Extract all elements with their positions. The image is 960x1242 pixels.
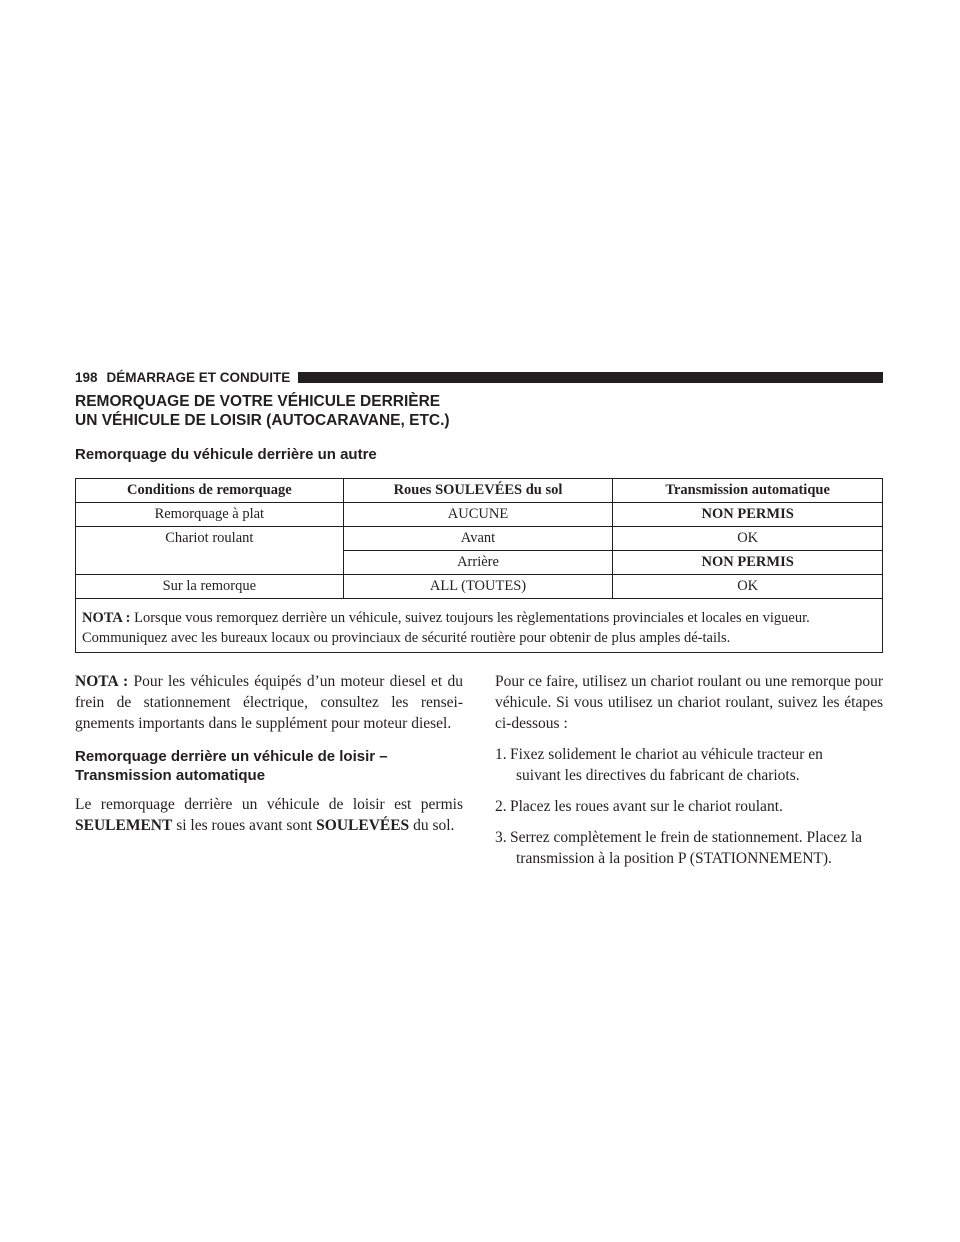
step-line: Fixez solidement le chariot au véhicule tracteur en: [510, 746, 823, 763]
table-cell: OK: [613, 575, 883, 599]
main-title-line-1: REMORQUAGE DE VOTRE VÉHICULE DERRIÈRE: [75, 393, 441, 410]
note-text: Lorsque vous remorquez derrière un véhicule, suivez toujours les règlementations provinciales et locales en vigueur. Communiquez avec les bureaux locaux ou provinciaux de sécurité routière pour obtenir de plus amples dé-tails.: [82, 610, 810, 646]
header-cell: Conditions de remorquage: [76, 479, 344, 503]
table-cell: NON PERMIS: [613, 551, 883, 575]
section-title-line-2: Transmission automatique: [75, 767, 266, 784]
table-cell: Remorquage à plat: [76, 503, 344, 527]
step-text: [510, 744, 883, 786]
header-cell: Transmission automatique: [613, 479, 883, 503]
section-title: [75, 747, 463, 785]
towing-table: [75, 478, 883, 653]
para-text: du sol.: [413, 817, 455, 834]
list-item: [495, 744, 883, 786]
section-name: DÉMARRAGE ET CONDUITE: [106, 369, 291, 385]
table-note-row: [76, 599, 883, 653]
nota-text: Pour les véhicules équipés d’un moteur diesel et du frein de stationnement électrique, consultez les rensei-gnements importants dans le supplément pour moteur diesel.: [75, 673, 463, 732]
main-title: [75, 392, 883, 430]
step-line: suivant les directives du fabricant de chariots.: [516, 767, 800, 784]
step-number: 3.: [495, 829, 507, 846]
step-line: transmission à la position P (STATIONNEMENT).: [516, 850, 832, 867]
main-title-line-2: UN VÉHICULE DE LOISIR (AUTOCARAVANE, ETC.): [75, 412, 450, 429]
page-number: 198: [75, 369, 98, 385]
para-bold-text: SEULEMENT: [75, 817, 173, 834]
para-text: si les roues avant sont: [176, 817, 313, 834]
para-bold-text: SOULEVÉES: [316, 817, 410, 834]
table-row: [76, 503, 883, 527]
section-title-line-1: Remorquage derrière un véhicule de loisir –: [75, 748, 388, 765]
step-number: 1.: [495, 746, 507, 763]
table-row: [76, 527, 883, 551]
table-cell: Chariot roulant: [76, 527, 344, 575]
step-number: 2.: [495, 798, 507, 815]
table-cell: Avant: [343, 527, 613, 551]
table-header-row: [76, 479, 883, 503]
table-cell: Sur la remorque: [76, 575, 344, 599]
table-cell: Arrière: [343, 551, 613, 575]
left-column: [75, 671, 463, 836]
table-cell: ALL (TOUTES): [343, 575, 613, 599]
para-text: Le remorquage derrière un véhicule de loisir est permis: [75, 796, 463, 813]
step-line: Placez les roues avant sur le chariot roulant.: [510, 798, 783, 815]
table-note: [76, 599, 883, 653]
nota-label: NOTA :: [75, 673, 129, 690]
table-row: [76, 575, 883, 599]
list-item: [495, 827, 883, 869]
header-cell: Roues SOULEVÉES du sol: [343, 479, 613, 503]
table-cell: NON PERMIS: [613, 503, 883, 527]
step-line: Serrez complètement le frein de stationnement. Placez la: [510, 829, 863, 846]
subtitle: Remorquage du véhicule derrière un autre: [75, 446, 377, 463]
right-column: [495, 671, 883, 869]
diesel-note: [75, 671, 463, 734]
table-cell: OK: [613, 527, 883, 551]
step-text: [510, 796, 883, 817]
step-text: [510, 827, 883, 869]
header-rule: [298, 372, 883, 383]
intro-paragraph: Pour ce faire, utilisez un chariot roulant ou une remorque pour véhicule. Si vous utilisez un chariot roulant, suivez les étapes ci-dessous :: [495, 673, 883, 732]
list-item: [495, 796, 883, 817]
note-label: NOTA :: [82, 610, 131, 626]
table-cell: AUCUNE: [343, 503, 613, 527]
rv-towing-paragraph: [75, 794, 463, 836]
page-header: [75, 368, 883, 386]
